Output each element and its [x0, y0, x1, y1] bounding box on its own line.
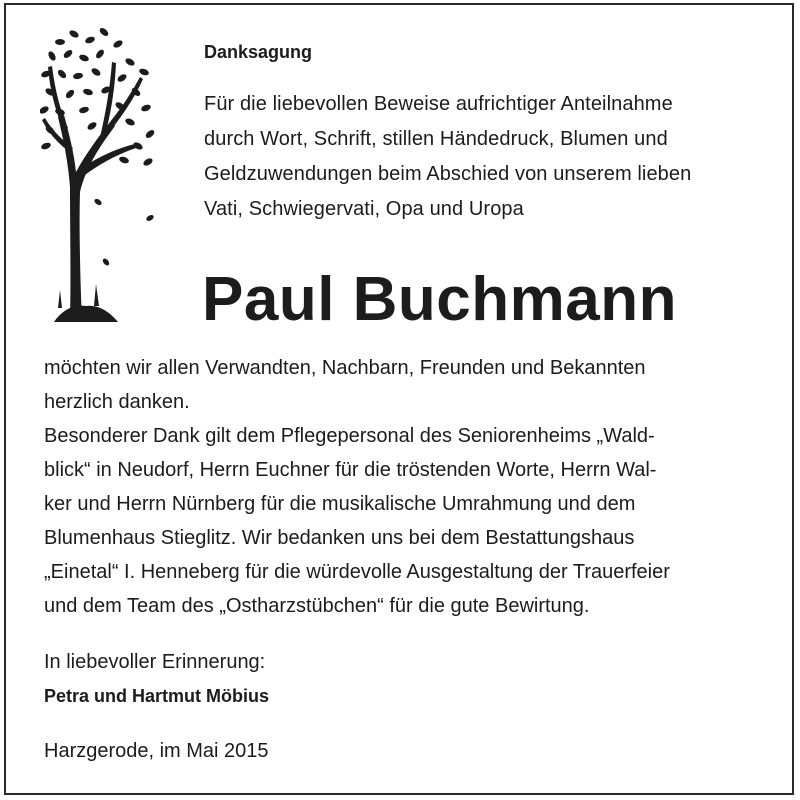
intro-line: Vati, Schwiegervati, Opa und Uropa: [204, 198, 524, 220]
closing-line: In liebevoller Erinnerung:: [44, 651, 266, 673]
notice-heading: Danksagung: [204, 42, 313, 62]
signers: Petra und Hartmut Möbius: [44, 686, 270, 706]
thanks-paragraph: [44, 351, 764, 623]
body-line: möchten wir allen Verwandten, Nachbarn, Freunden und Bekannten: [44, 357, 646, 379]
deceased-name: Paul Buchmann: [202, 265, 678, 334]
tree-illustration-icon: [40, 22, 160, 332]
body-line: blick“ in Neudorf, Herrn Euchner für die tröstenden Worte, Herrn Wal-: [44, 459, 657, 481]
intro-line: Geldzuwendungen beim Abschied von unserem lieben: [204, 163, 692, 185]
intro-line: durch Wort, Schrift, stillen Händedruck, Blumen und: [204, 128, 668, 150]
body-line: Besonderer Dank gilt dem Pflegepersonal des Seniorenheims „Wald-: [44, 425, 655, 447]
body-line: herzlich danken.: [44, 391, 190, 413]
body-line: „Einetal“ I. Henneberg für die würdevolle Ausgestaltung der Trauerfeier: [44, 561, 670, 583]
body-line: und dem Team des „Ostharzstübchen“ für die gute Bewirtung.: [44, 595, 590, 617]
body-line: ker und Herrn Nürnberg für die musikalische Umrahmung und dem: [44, 493, 636, 515]
body-line: Blumenhaus Stieglitz. Wir bedanken uns bei dem Bestattungshaus: [44, 527, 635, 549]
intro-line: Für die liebevollen Beweise aufrichtiger Anteilnahme: [204, 93, 673, 115]
place-date: Harzgerode, im Mai 2015: [44, 740, 269, 762]
intro-paragraph: [204, 87, 764, 227]
